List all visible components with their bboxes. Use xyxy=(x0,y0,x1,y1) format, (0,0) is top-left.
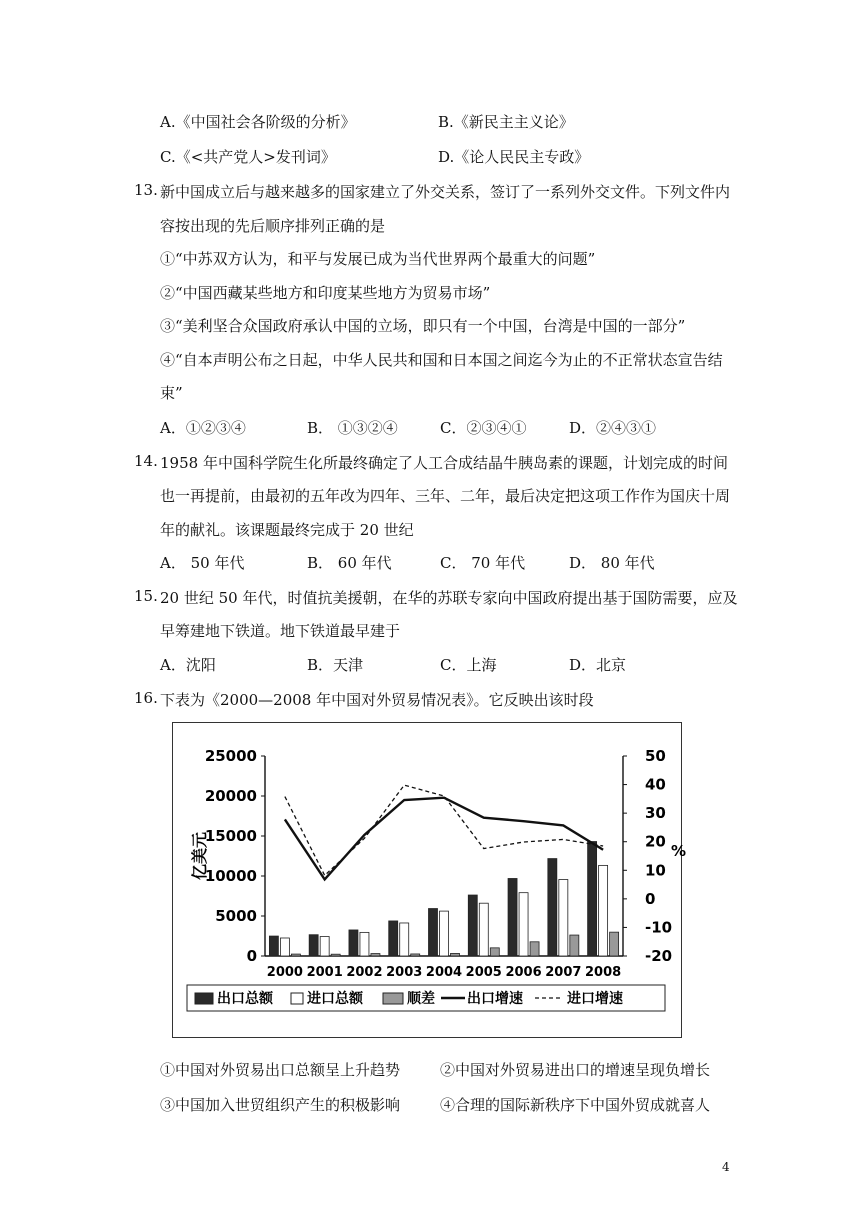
q13-item2: ②“中国西藏某些地方和印度某些地方为贸易市场” xyxy=(160,284,491,302)
y2-tick-label: 10 xyxy=(645,861,666,880)
q13-option-a: A．①②③④ xyxy=(160,419,246,437)
bar-surplus xyxy=(451,953,460,956)
y-axis-label: 亿美元 xyxy=(190,831,209,881)
q13-stem-line2: 容按出现的先后顺序排列正确的是 xyxy=(160,217,386,235)
bar-import xyxy=(599,865,608,956)
legend-export-growth: 出口增速 xyxy=(467,991,523,1007)
q13-stem-line1: 新中国成立后与越来越多的国家建立了外交关系，签订了一系列外交文件。下列文件内 xyxy=(160,183,731,201)
q14-line2: 也一再提前，由最初的五年改为四年、三年、二年，最后决定把这项工作作为国庆十周 xyxy=(160,487,731,505)
bar-surplus xyxy=(530,942,539,956)
legend-import-total: 进口总额 xyxy=(307,991,363,1007)
y2-tick-label: 20 xyxy=(645,832,666,851)
bar-export xyxy=(309,935,318,956)
q15-option-d: D．北京 xyxy=(569,656,627,674)
legend-swatch-surplus xyxy=(383,993,403,1004)
x-tick-label: 2005 xyxy=(465,965,502,980)
y2-tick-label: 50 xyxy=(645,747,666,765)
trade-chart-svg xyxy=(173,723,687,1037)
y-tick-label: 0 xyxy=(246,947,257,965)
y-tick-label: 5000 xyxy=(215,907,257,925)
bar-import xyxy=(519,893,528,956)
legend-swatch-export xyxy=(195,993,213,1004)
bar-export xyxy=(269,936,278,956)
x-tick-label: 2001 xyxy=(306,965,343,980)
bar-surplus xyxy=(371,954,380,956)
x-tick-label: 2002 xyxy=(346,965,383,980)
page-number: 4 xyxy=(722,1160,730,1174)
q12-option-d: D.《论人民民主专政》 xyxy=(438,148,590,166)
bar-export xyxy=(588,842,597,956)
bar-import xyxy=(479,903,488,956)
q16-line1: 下表为《2000—2008 年中国对外贸易情况表》。它反映出该时段 xyxy=(160,691,594,709)
q14-option-c: C． 70 年代 xyxy=(440,554,526,572)
q16-statement-3: ③中国加入世贸组织产生的积极影响 xyxy=(160,1096,401,1114)
q15-option-b: B．天津 xyxy=(307,656,364,674)
q13-option-b: B． ①③②④ xyxy=(307,419,398,437)
q14-option-a: A． 50 年代 xyxy=(160,554,245,572)
bar-import xyxy=(400,923,409,956)
q13-item4-line2: 束” xyxy=(160,384,183,402)
q14-line3: 年的献礼。该课题最终完成于 20 世纪 xyxy=(160,521,414,539)
y2-tick-label: -10 xyxy=(645,918,673,937)
bar-export xyxy=(468,895,477,956)
legend-export-total: 出口总额 xyxy=(217,991,273,1007)
y2-tick-label: 0 xyxy=(645,889,656,908)
bar-surplus xyxy=(331,954,340,956)
y2-tick-label: 40 xyxy=(645,775,666,794)
bar-export xyxy=(429,909,438,956)
bar-import xyxy=(559,880,568,956)
bar-import xyxy=(440,911,449,956)
q15-option-c: C．上海 xyxy=(440,656,497,674)
q16-statement-4: ④合理的国际新秩序下中国外贸成就喜人 xyxy=(440,1096,711,1114)
q15-number: 15. xyxy=(134,587,158,605)
q13-item1: ①“中苏双方认为，和平与发展已成为当代世界两个最重大的问题” xyxy=(160,250,596,268)
x-tick-label: 2008 xyxy=(585,965,622,980)
q13-option-c: C．②③④① xyxy=(440,419,527,437)
bar-surplus xyxy=(570,935,579,956)
y2-axis-label: % xyxy=(671,842,687,860)
trade-chart xyxy=(172,722,687,1038)
bar-surplus xyxy=(490,948,499,956)
q14-option-b: B． 60 年代 xyxy=(307,554,392,572)
q15-line1: 20 世纪 50 年代，时值抗美援朝，在华的苏联专家向中国政府提出基于国防需要，应及 xyxy=(160,589,738,607)
legend-surplus: 顺差 xyxy=(407,991,435,1007)
x-tick-label: 2004 xyxy=(425,965,463,980)
y-tick-label: 25000 xyxy=(204,747,257,765)
q13-item4-line1: ④“自本声明公布之日起，中华人民共和国和日本国之间迄今为止的不正常状态宣告结 xyxy=(160,351,723,369)
q12-option-a: A.《中国社会各阶级的分析》 xyxy=(160,113,356,131)
bar-export xyxy=(389,921,398,956)
bar-import xyxy=(320,937,329,956)
bar-export xyxy=(349,930,358,956)
bar-surplus xyxy=(610,932,619,956)
q12-option-b: B.《新民主主义论》 xyxy=(438,113,574,131)
bar-surplus xyxy=(291,954,300,956)
q14-number: 14. xyxy=(134,452,158,470)
q16-statement-1: ①中国对外贸易出口总额呈上升趋势 xyxy=(160,1061,401,1079)
x-tick-label: 2003 xyxy=(386,965,423,980)
q12-option-c: C.《<共产党人>发刊词》 xyxy=(160,148,336,166)
x-tick-label: 2007 xyxy=(545,965,582,980)
x-tick-label: 2000 xyxy=(266,965,303,980)
bar-import xyxy=(360,932,369,956)
y2-tick-label: 30 xyxy=(645,804,666,823)
q14-line1: 1958 年中国科学院生化所最终确定了人工合成结晶牛胰岛素的课题，计划完成的时间 xyxy=(160,454,728,472)
y2-tick-label: -20 xyxy=(645,947,673,965)
y-tick-label: 15000 xyxy=(204,827,257,845)
bar-import xyxy=(280,938,289,956)
q13-number: 13. xyxy=(134,181,158,199)
bar-surplus xyxy=(411,954,420,956)
q16-number: 16. xyxy=(134,689,158,707)
legend-swatch-import xyxy=(291,993,303,1004)
y-tick-label: 20000 xyxy=(204,787,257,805)
q15-line2: 早筹建地下铁道。地下铁道最早建于 xyxy=(160,622,401,640)
q16-statement-2: ②中国对外贸易进出口的增速呈现负增长 xyxy=(440,1061,711,1079)
bar-export xyxy=(548,859,557,956)
q15-option-a: A．沈阳 xyxy=(160,656,216,674)
q13-item3: ③“美利坚合众国政府承认中国的立场，即只有一个中国，台湾是中国的一部分” xyxy=(160,317,686,335)
q14-option-d: D． 80 年代 xyxy=(569,554,655,572)
x-tick-label: 2006 xyxy=(505,965,542,980)
q13-option-d: D．②④③① xyxy=(569,419,657,437)
legend-import-growth: 进口增速 xyxy=(567,991,623,1007)
y-tick-label: 10000 xyxy=(204,867,257,885)
bar-export xyxy=(508,878,517,956)
